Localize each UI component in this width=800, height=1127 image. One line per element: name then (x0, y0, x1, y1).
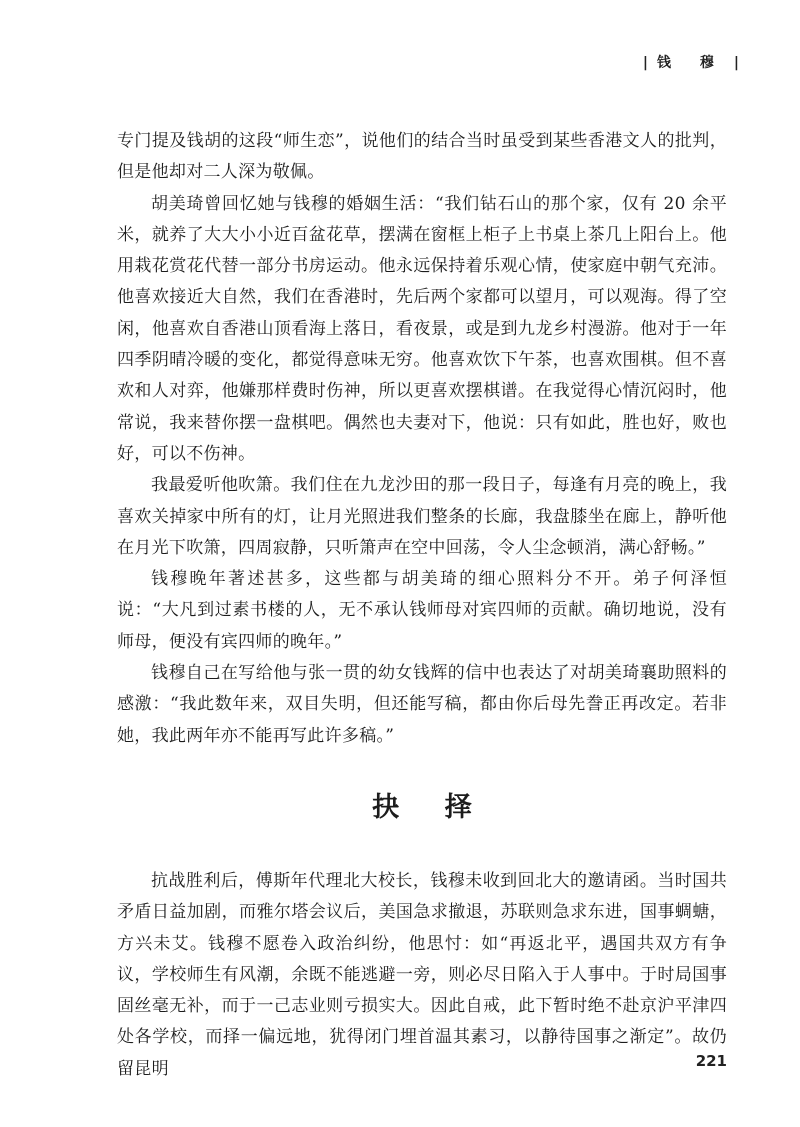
paragraph: 钱穆自己在写给他与张一贯的幼女钱辉的信中也表达了对胡美琦襄助照料的感激：“我此数年来，双目失明，但还能写稿，都由你后母先誊正再改定。若非她，我此两年亦不能再写此许多稿。” (117, 663, 727, 746)
header-bar-left: | (642, 55, 649, 71)
paragraph: 胡美琦曾回忆她与钱穆的婚姻生活：“我们钻石山的那个家，仅有 20 余平米，就养了大大小小近百盆花草，摆满在窗框上柜子上书桌上茶几上阳台上。他用栽花赏花代替一部分书房运动。他永远保持着乐观心情，使家庭中朝气充沛。他喜欢接近大自然，我们在香港时，先后两个家都可以望月，可以观海。得了空闲，他喜欢自香港山顶看海上落日，看夜景，或是到九龙乡村漫游。他对于一年四季阴晴冷暖的变化，都觉得意味无穷。他喜欢饮下午茶，也喜欢围棋。但不喜欢和人对弈，他嫌那样费时伤神，所以更喜欢摆棋谱。在我觉得心情沉闷时，他常说，我来替你摆一盘棋吧。偶然也夫妻对下，他说：只有如此，胜也好，败也好，可以不伤神。 (117, 193, 727, 464)
body-text (117, 126, 727, 1085)
paragraph: 专门提及钱胡的这段“师生恋”，说他们的结合当时虽受到某些香港文人的批判，但是他却对二人深为敬佩。 (117, 131, 727, 183)
paragraph: 抗战胜利后，傅斯年代理北大校长，钱穆未收到回北大的邀请函。当时国共矛盾日益加剧，而雅尔塔会议后，美国急求撤退，苏联则急求东进，国事蜩螗，方兴未艾。钱穆不愿卷入政治纠纷，他思忖：如“再返北平，遇国共双方有争议，学校师生有风潮，余既不能逃避一旁，则必尽日陷入于人事中。于时局国事固丝毫无补，而于一己志业则亏损实大。因此自戒，此下暂时绝不赴京沪平津四处各学校，而择一偏远地，犹得闭门埋首温其素习，以静待国事之渐定”。故仍留昆明 (117, 870, 727, 1079)
paragraph: 钱穆晚年著述甚多，这些都与胡美琦的细心照料分不开。弟子何泽恒说：“大凡到过素书楼的人，无不承认钱师母对宾四师的贡献。确切地说，没有师母，便没有宾四师的晚年。” (117, 569, 727, 652)
page-number: 221 (695, 1052, 727, 1070)
header-bar-right: | (733, 55, 740, 71)
section-heading: 抉 择 (372, 791, 490, 823)
header-title: 钱 穆 (657, 55, 726, 71)
paragraph: 我最爱听他吹箫。我们住在九龙沙田的那一段日子，每逢有月亮的晚上，我喜欢关掉家中所有的灯，让月光照进我们整条的长廊，我盘膝坐在廊上，静听他在月光下吹箫，四周寂静，只听箫声在空中回荡，令人尘念顿消，满心舒畅。” (117, 475, 727, 558)
running-header (635, 52, 748, 72)
